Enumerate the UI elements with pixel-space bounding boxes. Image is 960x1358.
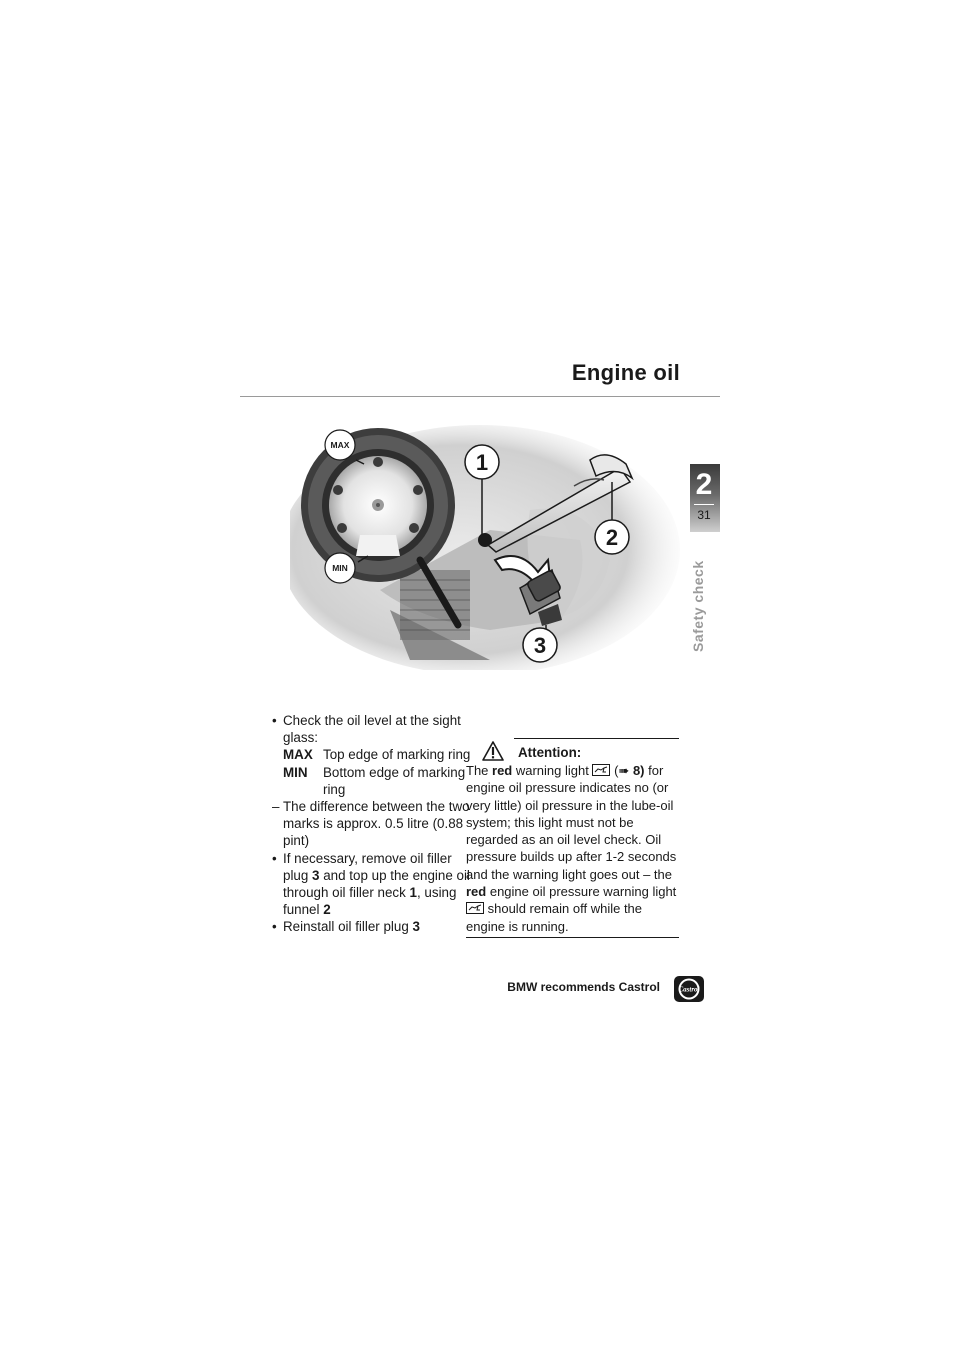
attention-text-part: warning light <box>512 763 593 778</box>
page-ref-arrow: ➠ <box>618 763 630 778</box>
instructions-column <box>272 712 472 936</box>
refill-text-part: and top up the engine oil through oil filler neck <box>283 867 470 901</box>
plug-ref: 3 <box>312 867 320 883</box>
page-ref-open: ( <box>610 763 619 778</box>
definition-row-min <box>283 764 472 798</box>
refill-item <box>272 850 472 919</box>
castrol-logo-text: Castrol <box>678 985 700 994</box>
section-label: Safety check <box>690 560 706 652</box>
attention-top-rule <box>514 738 679 739</box>
min-mark-label: MIN <box>332 563 348 573</box>
red-emphasis: red <box>466 884 487 900</box>
difference-text: The difference between the two marks is approx. 0.5 litre (0.88 pint) <box>283 799 470 849</box>
chapter-number: 2 <box>695 468 713 501</box>
bullet-marker: • <box>272 713 277 728</box>
footer <box>500 976 700 1002</box>
definition-term: MAX <box>283 747 313 763</box>
castrol-logo-icon <box>674 976 704 1002</box>
attention-text-part: engine oil pressure warning light <box>486 884 677 900</box>
engine-oil-drawing <box>290 420 690 670</box>
oil-pressure-icon <box>592 764 610 776</box>
callout-3: 3 <box>533 633 547 658</box>
attention-title: Attention: <box>518 744 582 760</box>
attention-text-part: The <box>466 763 493 778</box>
castrol-recommendation: BMW recommends Castrol <box>507 980 660 994</box>
title-divider <box>240 396 720 397</box>
page-number: 31 <box>697 508 711 522</box>
attention-text <box>466 762 679 935</box>
definition-term: MIN <box>283 764 308 780</box>
callout-2: 2 <box>605 525 619 550</box>
engine-oil-illustration <box>290 420 690 670</box>
attention-text-part: for engine oil pressure indicates no (or very little) oil pressure in the lube-oil system; this light must not be regarded as an oil level check. Oil pressure builds up after 1-2 seconds and the warning light goes out – the <box>466 763 677 882</box>
max-mark-label: MAX <box>330 440 350 450</box>
reinstall-text-part: Reinstall oil filler plug <box>283 919 413 935</box>
reinstall-item <box>272 918 472 935</box>
funnel-ref: 2 <box>323 902 331 918</box>
check-oil-item <box>272 712 472 746</box>
dash-marker: – <box>272 799 280 815</box>
warning-icon <box>482 741 504 761</box>
difference-item <box>272 798 472 850</box>
attention-box <box>466 738 679 938</box>
page-title: Engine oil <box>571 360 680 385</box>
attention-header <box>466 741 679 761</box>
page-ref-number: 8) <box>629 763 645 778</box>
reinstall-text <box>283 919 420 934</box>
bullet-marker: • <box>272 919 277 935</box>
refill-text <box>283 851 470 918</box>
plug-ref: 3 <box>412 919 420 935</box>
attention-bottom-rule <box>466 937 679 938</box>
refill-text-part: If necessary, remove oil filler plug <box>283 850 452 883</box>
chapter-tab <box>688 464 720 532</box>
sight-glass-marks <box>283 746 472 798</box>
definition-desc: Top edge of marking ring <box>323 747 471 763</box>
attention-text-part: should remain off while the engine is running. <box>466 901 643 934</box>
definition-row-max <box>283 746 472 763</box>
oil-pressure-icon <box>466 902 484 914</box>
definition-desc: Bottom edge of marking ring <box>323 764 466 797</box>
refill-text-part: , using funnel <box>283 885 457 918</box>
callout-1: 1 <box>475 450 489 475</box>
filler-neck-ref: 1 <box>409 885 417 901</box>
red-emphasis: red <box>492 763 513 778</box>
bullet-marker: • <box>272 850 277 866</box>
chapter-divider <box>694 504 714 505</box>
check-oil-text: Check the oil level at the sight glass: <box>283 713 461 746</box>
